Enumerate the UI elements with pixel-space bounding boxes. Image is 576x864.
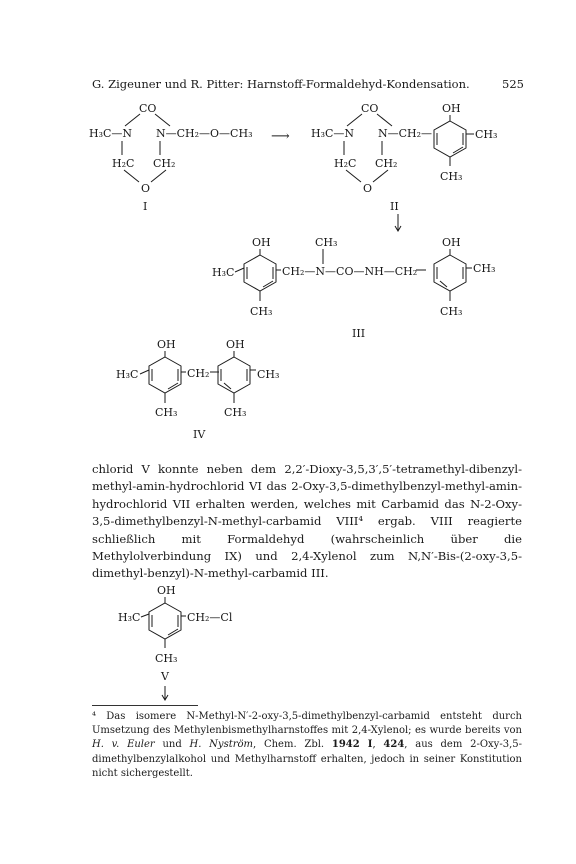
running-title: G. Zigeuner und R. Pitter: Harnstoff-Formaldehyd-Kondensation. [92, 77, 470, 91]
II-oh: OH [442, 102, 461, 115]
footnote-author-1: H. v. Euler [92, 739, 155, 751]
III-h3c-left: H₃C [212, 266, 235, 279]
V-h3c: H₃C [118, 611, 141, 624]
IV-oh-left: OH [157, 338, 176, 351]
IV-label: IV [193, 428, 206, 441]
IV-oh-right: OH [226, 338, 245, 351]
III-ch3-bottom-right: CH₃ [440, 305, 463, 318]
footnote-rule [92, 705, 198, 706]
II-co: CO [361, 102, 379, 115]
footnote-page: 424 [383, 739, 405, 751]
IV-h3c-left: H₃C [116, 368, 139, 381]
footnote-volume: 1942 I [331, 739, 373, 751]
I-left-n: H₃C—N [89, 127, 133, 140]
III-ch3-right: CH₃ [473, 262, 496, 275]
III-oh-right: OH [442, 236, 461, 249]
IV-ch3-right: CH₃ [257, 368, 280, 381]
footnote-text-5: , aus dem 2-Oxy-3,5-dimethylbenzylalkohol und Methylharnstoff erhalten, jedoch in seiner Konstitution nicht sichergestellt. [92, 739, 522, 779]
II-label: II [390, 200, 399, 213]
structure-II [311, 102, 497, 213]
II-o: O [363, 182, 373, 195]
footnote [92, 710, 522, 781]
paragraph-text: chlorid V konnte neben dem 2,2′-Dioxy-3,5,3′,5′-tetramethyl-dibenzyl-methyl-amin-hydrochlorid VI das 2-Oxy-3,5-dimethylbenzyl-methyl-amin-hydrochlorid VII erhalten werden, welches mit Carbamid das N-2-Oxy-3,5-dimethylbenzyl-N-methyl-carbamid VIII⁴ ergab. VIII reagierte schließlich mit Formaldehyd (wahrscheinlich über die Methylolverbindung IX) und 2,4-Xylenol zum N,N′-Bis-(2-oxy-3,5-dimethyl-benzyl)-N-methyl-carbamid III. [92, 462, 522, 581]
body-paragraph [92, 461, 522, 583]
footnote-text-3: , Chem. Zbl. [253, 739, 332, 751]
II-ch2-right: CH₂ [375, 157, 398, 170]
III-label: III [352, 327, 366, 340]
I-ch2-right: CH₂ [153, 157, 176, 170]
V-ch3-bottom: CH₃ [155, 652, 178, 665]
structure-III [212, 236, 495, 340]
structure-I [89, 102, 252, 213]
I-o: O [141, 182, 151, 195]
V-substituent: CH₂—Cl [187, 611, 233, 624]
reaction-arrow-I-II: ⟶ [271, 129, 290, 144]
II-left-n: H₃C—N [311, 127, 355, 140]
III-n-methyl: CH₃ [315, 236, 338, 249]
I-co: CO [139, 102, 157, 115]
I-label: I [143, 200, 148, 213]
III-chain: CH₂—N—CO—NH—CH₂ [282, 265, 418, 278]
II-ch2-left: H₂C [334, 157, 357, 170]
III-oh-left: OH [252, 236, 271, 249]
V-oh: OH [157, 584, 176, 597]
V-label: V [161, 670, 169, 683]
IV-ch3-bottom-left: CH₃ [155, 406, 178, 419]
I-ch2-left: H₂C [112, 157, 135, 170]
II-ch3-right: CH₃ [475, 128, 498, 141]
IV-ch3-bottom-right: CH₃ [224, 406, 247, 419]
I-right-n: N—CH₂—O—CH₃ [156, 127, 253, 140]
II-right-n: N—CH₂— [378, 127, 433, 140]
footnote-text-4: , [372, 739, 384, 751]
footnote-text-2: und [154, 739, 190, 751]
footnote-text-1: ⁴ Das isomere N-Methyl-N′-2-oxy-3,5-dimethylbenzyl-carbamid entsteht durch Umsetzung des Methylenbismethylharnstoffes mit 2,4-Xylenol; es wurde bereits von [92, 711, 522, 737]
IV-bridge: CH₂ [187, 367, 210, 380]
structure-V [118, 584, 233, 683]
page-number: 525 [502, 77, 524, 91]
footnote-author-2: H. Nyström [189, 739, 254, 751]
II-ch3-bottom: CH₃ [440, 170, 463, 183]
structure-IV [116, 338, 279, 441]
III-ch3-bottom-left: CH₃ [250, 305, 273, 318]
